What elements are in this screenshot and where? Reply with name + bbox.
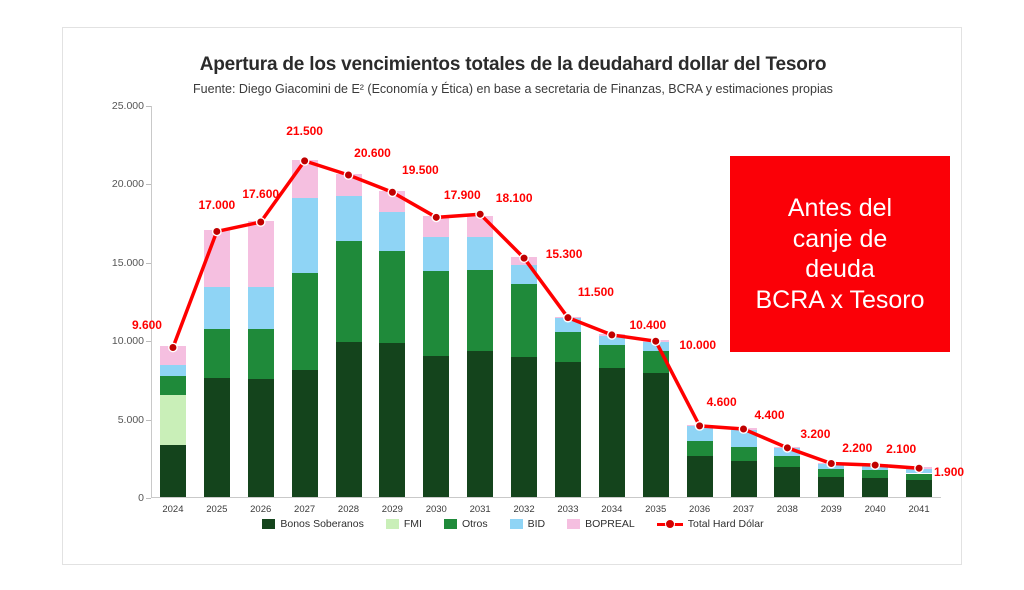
data-point-label: 15.300 <box>545 247 583 262</box>
bar-column <box>599 334 625 515</box>
bar-column <box>687 425 713 515</box>
bar-segment <box>643 373 669 497</box>
bar-segment <box>906 474 932 480</box>
x-axis-tick-label: 2029 <box>381 504 403 515</box>
callout-line-3: deuda <box>805 255 875 283</box>
bar-segment <box>774 448 800 456</box>
data-point-label: 3.200 <box>800 426 831 441</box>
y-axis-line <box>151 106 152 498</box>
bar-segment <box>599 336 625 345</box>
y-axis-tick-label: 20.000 <box>111 178 144 191</box>
x-axis-tick-label: 2040 <box>864 504 886 515</box>
y-axis-tick <box>146 341 151 342</box>
bar-segment <box>204 230 230 286</box>
x-axis-tick-label: 2030 <box>425 504 447 515</box>
bar-column <box>467 216 493 515</box>
data-point-label: 4.400 <box>754 408 785 422</box>
y-axis-tick <box>146 184 151 185</box>
bar-segment <box>818 463 844 465</box>
bar-column <box>774 447 800 515</box>
x-axis-tick-label: 2034 <box>601 504 623 515</box>
bar-segment <box>379 191 405 211</box>
data-point-label: 21.500 <box>286 123 323 138</box>
x-axis-tick-label: 2039 <box>820 504 842 515</box>
bar-segment <box>336 196 362 241</box>
bar-segment <box>336 241 362 341</box>
y-axis-tick <box>146 420 151 421</box>
callout-line-1: Antes del <box>787 194 893 222</box>
x-axis-tick-label: 2041 <box>908 504 930 515</box>
bar-column <box>248 221 274 515</box>
chart-legend <box>63 518 963 530</box>
data-point-label: 17.000 <box>198 198 236 213</box>
bar-column <box>379 191 405 515</box>
bar-segment <box>467 216 493 236</box>
bar-segment <box>731 428 757 430</box>
bar-segment <box>818 477 844 497</box>
bar-segment <box>467 351 493 497</box>
bar-segment <box>818 469 844 477</box>
x-axis-tick-label: 2024 <box>162 504 184 515</box>
bar-column <box>731 428 757 515</box>
x-axis-tick-label: 2035 <box>645 504 667 515</box>
bar-segment <box>906 467 932 469</box>
bar-segment <box>160 395 186 445</box>
x-axis-tick-label: 2036 <box>689 504 711 515</box>
bar-segment <box>511 257 537 265</box>
bar-segment <box>511 357 537 497</box>
bar-segment <box>731 461 757 497</box>
y-axis-tick-label: 15.000 <box>111 256 144 269</box>
bar-segment <box>467 237 493 270</box>
callout-line-4: BCRA x Tesoro <box>755 285 925 314</box>
bar-segment <box>687 441 713 457</box>
bar-segment <box>336 174 362 196</box>
bar-segment <box>204 287 230 329</box>
data-point-label: 17.600 <box>242 187 280 202</box>
legend-label: BID <box>527 518 546 530</box>
chart-subtitle: Fuente: Diego Giacomini de E² (Economía y Ética) en base a secretaria de Finanzas, BCRA y estimaciones propias <box>193 82 833 96</box>
legend-item[interactable] <box>262 518 363 530</box>
bar-segment <box>906 469 932 474</box>
callout-line-2: canje de <box>792 224 888 253</box>
x-axis-line <box>151 497 941 498</box>
bar-segment <box>204 329 230 378</box>
chart-title: Apertura de los vencimientos totales de la deudahard dollar del Tesoro <box>199 54 827 75</box>
bar-segment <box>292 273 318 370</box>
bar-segment <box>643 342 669 351</box>
bar-segment <box>336 342 362 497</box>
legend-label: Otros <box>461 518 488 530</box>
x-axis-tick-label: 2038 <box>776 504 798 515</box>
bar-column <box>906 467 932 515</box>
legend-swatch <box>567 519 580 529</box>
bar-segment <box>248 329 274 379</box>
bar-segment <box>160 365 186 376</box>
bar-column <box>555 317 581 515</box>
bar-column <box>511 257 537 515</box>
bar-segment <box>555 318 581 332</box>
legend-swatch <box>262 519 275 529</box>
x-axis-tick-label: 2028 <box>337 504 360 515</box>
legend-label: FMI <box>403 518 422 530</box>
bar-segment <box>423 356 449 497</box>
bar-segment <box>687 425 713 427</box>
legend-swatch <box>444 519 457 529</box>
bar-segment <box>731 447 757 461</box>
data-point-label: 2.200 <box>842 440 873 455</box>
bar-segment <box>248 221 274 287</box>
bar-segment <box>160 346 186 365</box>
bar-segment <box>862 466 888 471</box>
data-point-label: 10.400 <box>629 317 667 332</box>
bar-segment <box>248 379 274 497</box>
bar-segment <box>599 368 625 497</box>
bar-segment <box>204 378 230 497</box>
bar-column <box>204 230 230 515</box>
y-axis-tick-label: 5.000 <box>117 413 144 426</box>
bar-segment <box>292 370 318 497</box>
bar-segment <box>774 456 800 467</box>
legend-item-line[interactable] <box>657 518 764 530</box>
bar-segment <box>160 445 186 497</box>
legend-label: Total Hard Dólar <box>687 518 764 530</box>
bar-segment <box>555 332 581 362</box>
y-axis-tick-label: 25.000 <box>111 100 144 112</box>
bar-segment <box>160 376 186 395</box>
data-point-label: 20.600 <box>354 145 391 160</box>
bar-segment <box>292 160 318 198</box>
bar-segment <box>555 317 581 319</box>
bar-segment <box>423 237 449 271</box>
x-axis-tick-label: 2027 <box>294 504 316 515</box>
bar-column <box>862 464 888 515</box>
bar-segment <box>423 271 449 356</box>
legend-label: Bonos Soberanos <box>280 518 364 530</box>
bar-segment <box>467 270 493 352</box>
bar-segment <box>379 251 405 344</box>
bar-segment <box>862 470 888 478</box>
bar-column <box>160 346 186 515</box>
annotation-callout <box>730 156 950 352</box>
bar-segment <box>862 478 888 497</box>
y-axis-tick <box>146 106 151 107</box>
legend-swatch <box>510 519 523 529</box>
bar-segment <box>687 456 713 497</box>
bar-segment <box>818 464 844 469</box>
bar-segment <box>599 345 625 369</box>
bar-segment <box>555 362 581 497</box>
data-point-label: 4.600 <box>706 394 737 409</box>
bar-segment <box>774 447 800 449</box>
bar-segment <box>248 287 274 329</box>
y-axis-tick-label: 0 <box>138 492 144 504</box>
data-point-label: 18.100 <box>495 191 533 206</box>
bar-column <box>818 463 844 515</box>
data-point-label: 9.600 <box>131 318 162 333</box>
bar-segment <box>774 467 800 497</box>
bar-segment <box>511 284 537 358</box>
x-axis-tick-label: 2032 <box>513 504 535 515</box>
bar-column <box>643 340 669 515</box>
data-point-label: 2.100 <box>886 442 917 457</box>
bar-segment <box>862 464 888 466</box>
data-point-label: 11.500 <box>577 284 614 299</box>
y-axis-tick <box>146 263 151 264</box>
bar-column <box>336 174 362 515</box>
legend-item[interactable] <box>386 518 422 530</box>
bar-segment <box>292 198 318 273</box>
bar-column <box>292 160 318 515</box>
data-point-label: 1.900 <box>934 465 965 480</box>
bar-segment <box>379 343 405 497</box>
bar-segment <box>423 216 449 236</box>
x-axis-tick-label: 2033 <box>557 504 579 515</box>
bar-segment <box>643 340 669 342</box>
x-axis-tick-label: 2037 <box>732 504 755 515</box>
bar-column <box>423 216 449 515</box>
legend-item[interactable] <box>444 518 488 530</box>
legend-label: BOPREAL <box>585 518 635 530</box>
legend-item[interactable] <box>510 518 546 530</box>
legend-item[interactable] <box>567 518 635 530</box>
bar-segment <box>511 265 537 284</box>
bar-segment <box>906 480 932 497</box>
legend-line-marker <box>657 523 683 526</box>
bar-segment <box>643 351 669 373</box>
y-axis-tick <box>146 498 151 499</box>
y-axis-tick-label: 10.000 <box>111 335 144 348</box>
legend-swatch <box>386 519 399 529</box>
chart-card <box>62 27 965 565</box>
x-axis-tick-label: 2031 <box>469 504 491 515</box>
x-axis-tick-label: 2026 <box>250 504 272 515</box>
bar-segment <box>379 212 405 251</box>
bar-segment <box>599 334 625 336</box>
bar-segment <box>687 426 713 440</box>
data-point-label: 17.900 <box>443 188 481 203</box>
bar-segment <box>731 430 757 447</box>
data-point-label: 10.000 <box>679 338 717 353</box>
data-point-label: 19.500 <box>402 163 439 178</box>
x-axis-tick-label: 2025 <box>206 504 228 515</box>
